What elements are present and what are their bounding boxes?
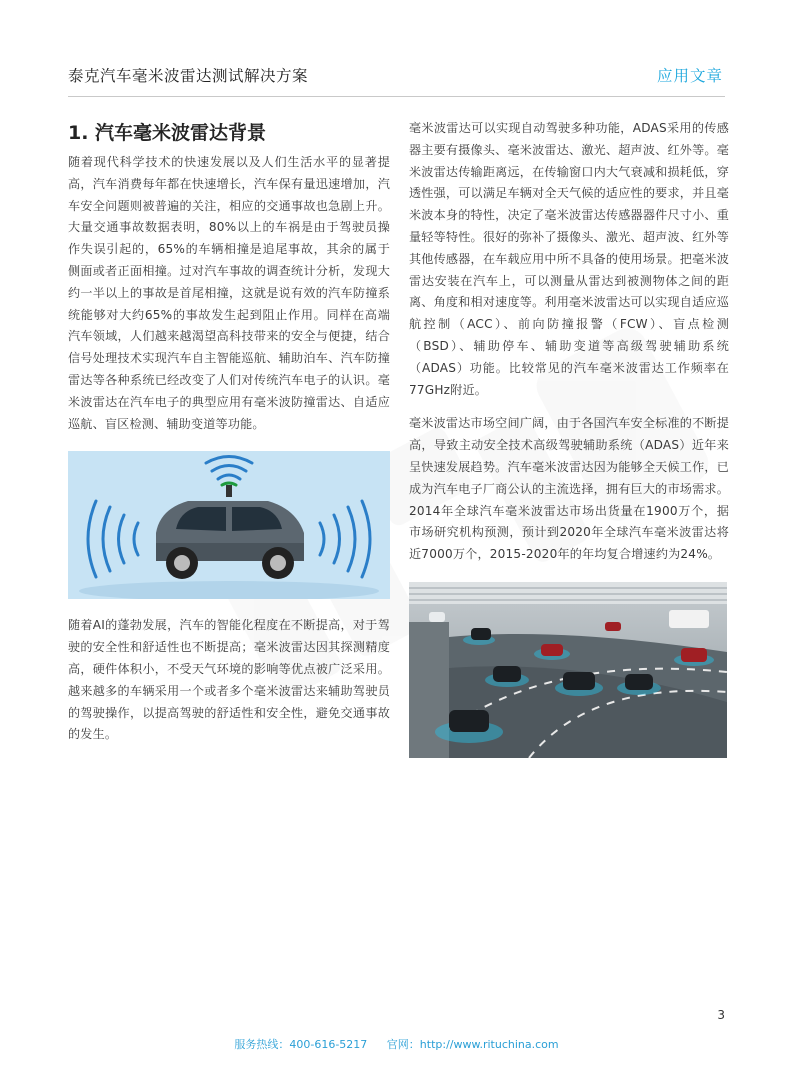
section-heading: 1. 汽车毫米波雷达背景 bbox=[68, 122, 267, 144]
article-category-tag: 应用文章 bbox=[656, 67, 723, 85]
right-column bbox=[409, 118, 729, 758]
footer-contact bbox=[0, 1036, 793, 1052]
paragraph-radar-functions: 毫米波雷达可以实现自动驾驶多种功能，ADAS采用的传感器主要有摄像头、毫米波雷达、激光、超声波、红外等。毫米波雷达传输距离远，在传输窗口内大气衰减和损耗低，穿透性强，可以满足车辆对全天气候的适应性的要求，并且毫米波本身的特性，决定了毫米波雷达传感器器件尺寸小、重量轻等特性。很好的弥补了摄像头、激光、超声波、红外等其他传感器，在车载应用中所不具备的使用场景。把毫米波雷达安装在汽车上，可以测量从雷达到被测物体之间的距离、角度和相对速度等。利用毫米波雷达可以实现自适应巡航控制（ACC）、前向防撞报警（FCW）、盲点检测（BSD）、辅助停车、辅助变道等高级驾驶辅助系统（ADAS）功能。比较常见的汽车毫米波雷达工作频率在77GHz附近。 bbox=[409, 121, 729, 397]
header-divider bbox=[68, 96, 725, 97]
autonomous-car-radar-illustration bbox=[68, 451, 390, 599]
highway-traffic-radar-photo bbox=[409, 582, 727, 758]
paragraph-ai-development: 随着AI的蓬勃发展，汽车的智能化程度在不断提高，对于驾驶的安全性和舒适性也不断提高；毫米波雷达因其探测精度高，硬件体积小，不受天气环境的影响等优点被广泛采用。越来越多的车辆采用一个或者多个毫米波雷达来辅助驾驶员的驾驶操作，以提高驾驶的舒适性和安全性，避免交通事故的发生。 bbox=[68, 618, 390, 742]
paragraph-background: 随着现代科学技术的快速发展以及人们生活水平的显著提高，汽车消费每年都在快速增长，汽车保有量迅速增加，汽车安全问题则被普遍的关注，相应的交通事故也急剧上升。大量交通事故数据表明，80%以上的车祸是由于驾驶员操作失误引起的，65%的车辆相撞是追尾事故，其余的属于侧面或者正面相撞。过对汽车事故的调查统计分析，发现大约一半以上的事故是首尾相撞，这就是说有效的汽车防撞系统能够对大约65%的事故发生起到阻止作用。同样在高端汽车领域，人们越来越渴望高科技带来的安全与便捷，结合信号处理技术实现汽车自主智能巡航、辅助泊车、汽车防撞雷达等各种系统已经改变了人们对传统汽车电子的认识。毫米波雷达在汽车电子的典型应用有毫米波防撞雷达、自适应巡航、盲区检测、辅助变道等功能。 bbox=[68, 155, 390, 431]
service-hotline: 服务热线：400-616-5217 bbox=[234, 1038, 368, 1051]
left-column bbox=[68, 118, 390, 746]
paragraph-market-outlook: 毫米波雷达市场空间广阔，由于各国汽车安全标准的不断提高，导致主动安全技术高级驾驶辅助系统（ADAS）近年来呈快速发展趋势。汽车毫米波雷达因为能够全天候工作，已成为汽车电子厂商公认的主流选择，拥有巨大的市场需求。2014年全球汽车毫米波雷达市场出货量在1900万个，据市场研究机构预测，预计到2020年全球汽车毫米波雷达将近7000万个，2015-2020年的年均复合增速约为24%。 bbox=[409, 416, 729, 562]
website-link[interactable]: 官网：http://www.rituchina.com bbox=[386, 1038, 559, 1051]
page-number: 3 bbox=[717, 1008, 725, 1022]
document-title: 泰克汽车毫米波雷达测试解决方案 bbox=[68, 67, 309, 85]
